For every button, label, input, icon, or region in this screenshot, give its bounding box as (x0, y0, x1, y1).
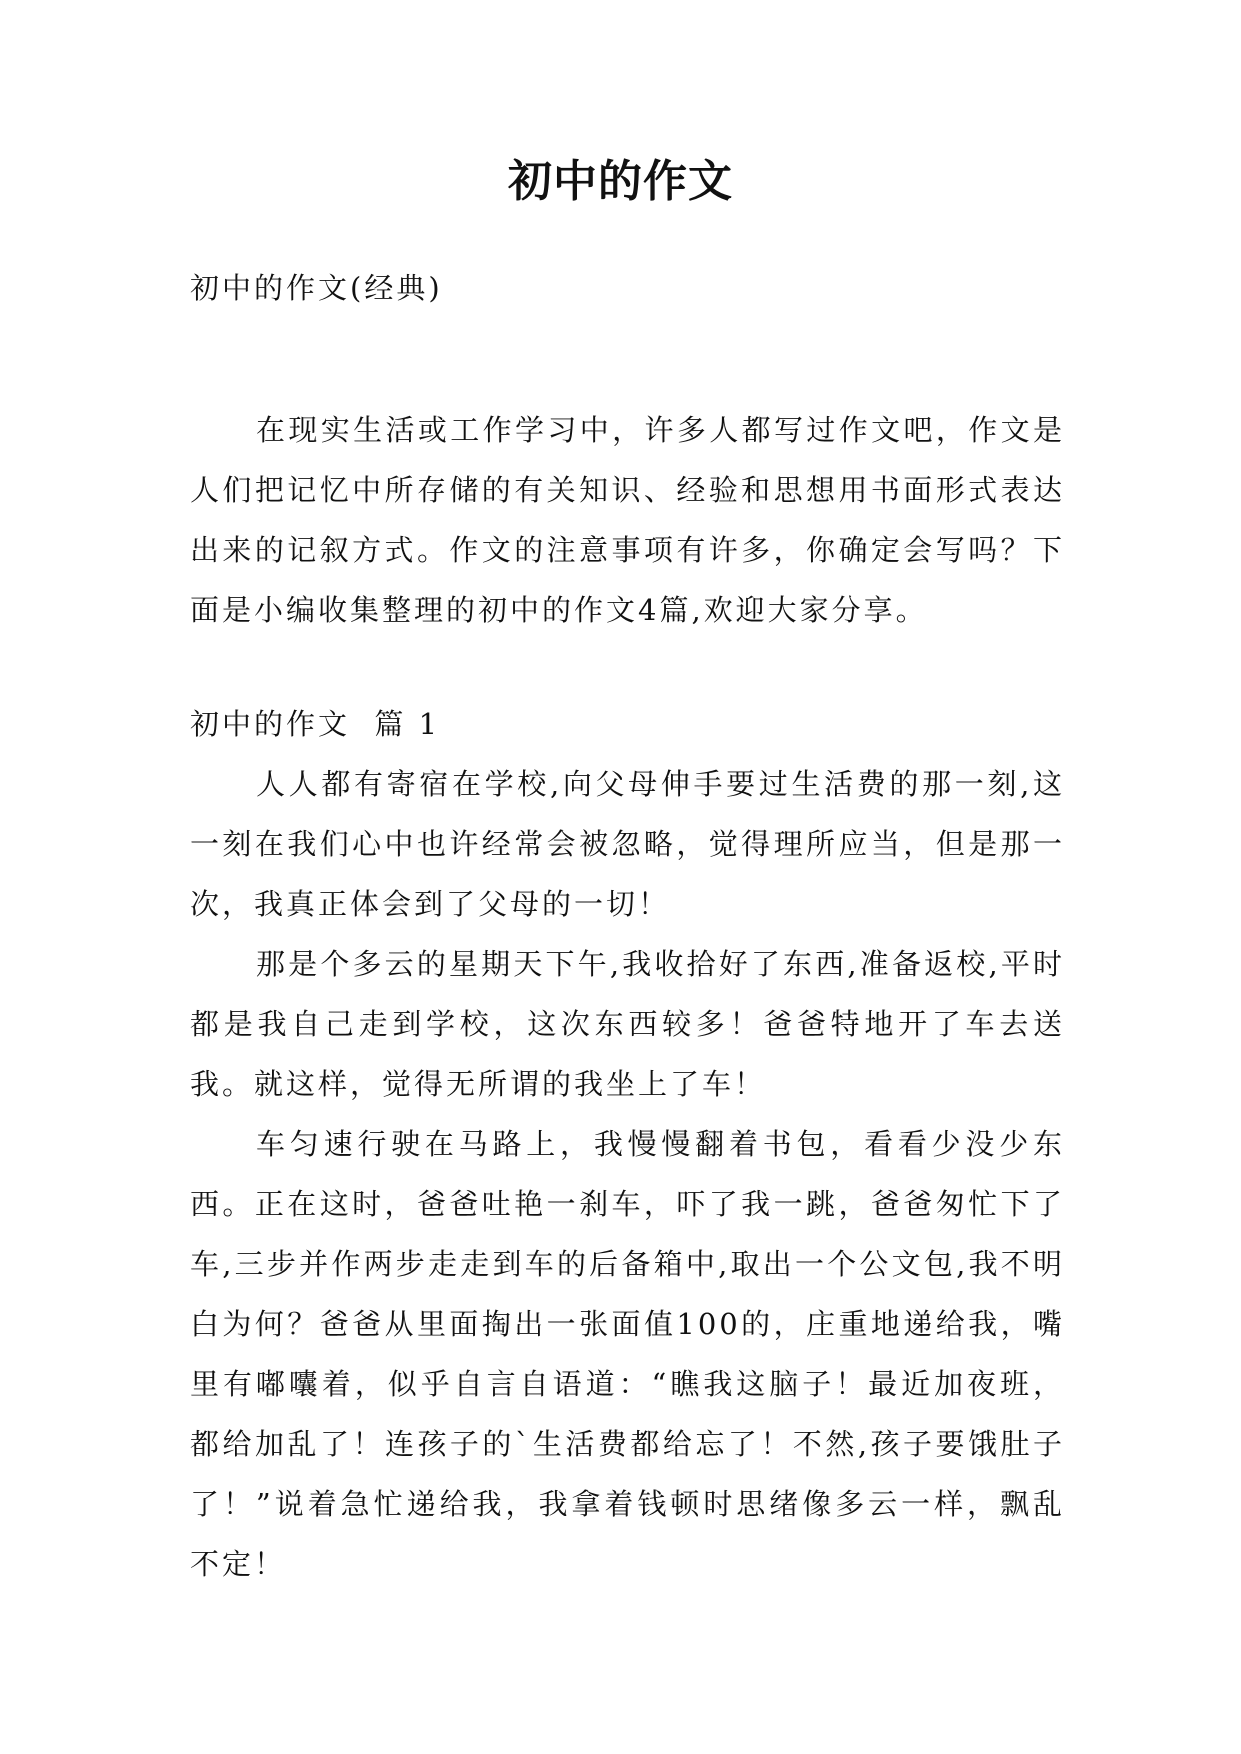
section-heading-text: 初中的作文 篇 1 (190, 707, 441, 741)
document-title: 初中的作文 (508, 156, 733, 207)
essay-paragraph-3: 车匀速行驶在马路上，我慢慢翻着书包，看看少没少东西。正在这时，爸爸吐艳一刹车，吓了我一跳，爸爸匆忙下了车,三步并作两步走走到车的后备箱中,取出一个公文包,我不明白为何？爸爸从里面掏出一张面值100的，庄重地递给我，嘴里有嘟囔着，似乎自言自语道：“瞧我这脑子！最近加夜班，都给加乱了！连孩子的`生活费都给忘了！不然,孩子要饿肚子了！”说着急忙递给我，我拿着钱顿时思绪像多云一样，飘乱不定！ (190, 1127, 1065, 1581)
subtitle-text: 初中的作文(经典) (190, 271, 443, 305)
section-heading (190, 694, 1065, 754)
essay-paragraph-2: 那是个多云的星期天下午,我收拾好了东西,准备返校,平时都是我自己走到学校，这次东西较多！爸爸特地开了车去送我。就这样，觉得无所谓的我坐上了车！ (190, 947, 1065, 1101)
essay-paragraph-1: 人人都有寄宿在学校,向父母伸手要过生活费的那一刻,这一刻在我们心中也许经常会被忽略，觉得理所应当，但是那一次，我真正体会到了父母的一切！ (190, 767, 1065, 921)
intro-section (190, 400, 1065, 640)
document-subtitle (190, 258, 1065, 318)
essay-body (190, 754, 1065, 1594)
intro-paragraph: 在现实生活或工作学习中，许多人都写过作文吧，作文是人们把记忆中所存储的有关知识、经验和思想用书面形式表达出来的记叙方式。作文的注意事项有许多，你确定会写吗？下面是小编收集整理的初中的作文4篇,欢迎大家分享。 (190, 413, 1065, 627)
